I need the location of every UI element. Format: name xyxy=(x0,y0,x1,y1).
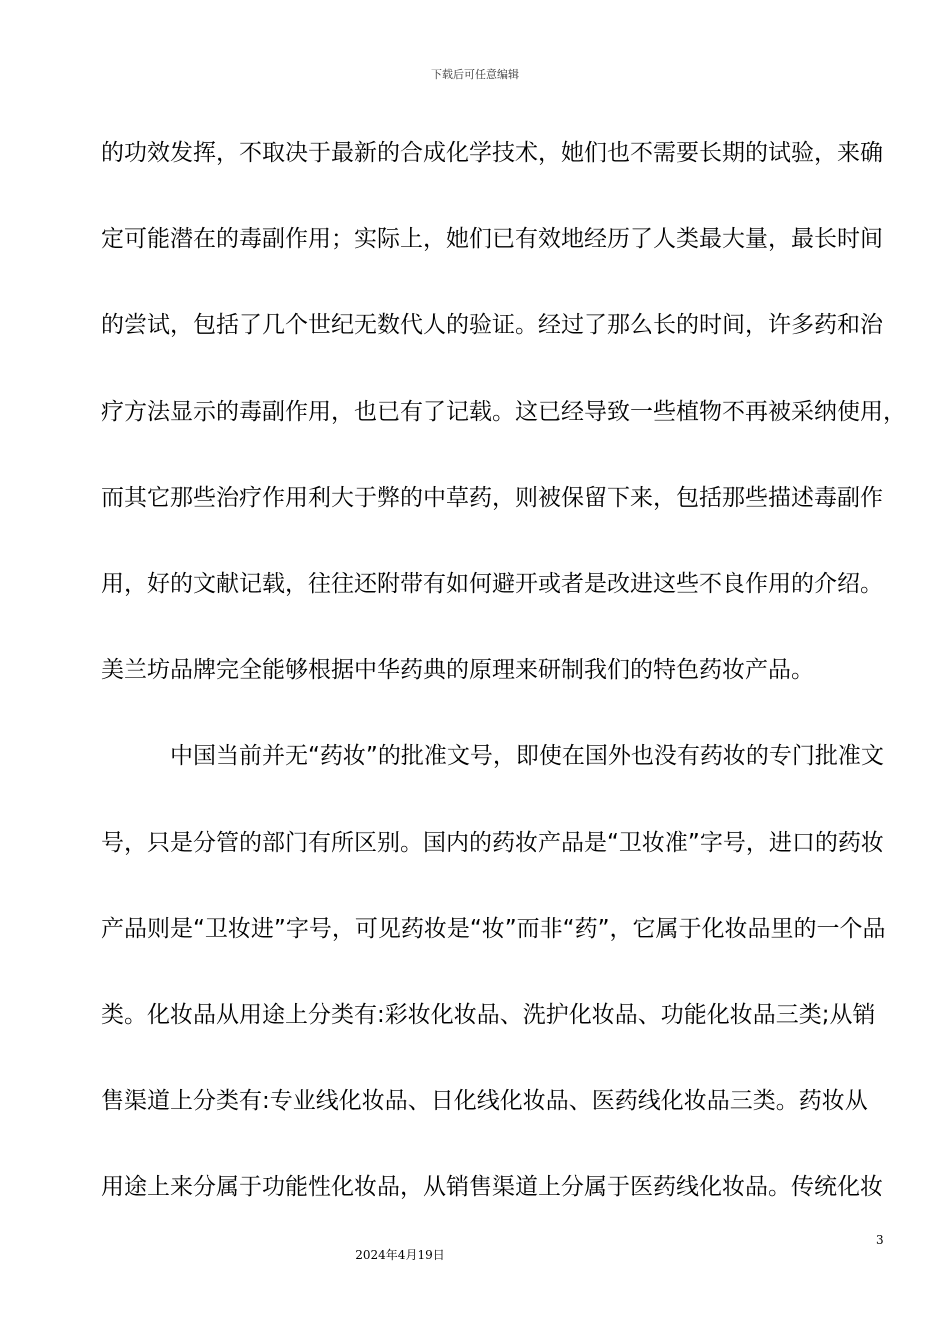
paragraph-line: 疗方法显示的毒副作用，也已有了记载。这已经导致一些植物不再被采纳使用， xyxy=(101,398,906,425)
paragraph-line: 号，只是分管的部门有所区别。国内的药妆产品是“卫妆准”字号，进口的药妆 xyxy=(101,829,884,856)
body-text xyxy=(101,125,906,1245)
paragraph-line: 定可能潜在的毒副作用；实际上，她们已有效地经历了人类最大量，最长时间 xyxy=(101,226,883,253)
page-number: 3 xyxy=(876,1233,884,1247)
header-note: 下载后可任意编辑 xyxy=(431,68,519,81)
paragraph-line: 类。化妆品从用途上分类有:彩妆化妆品、洗护化妆品、功能化妆品三类;从销 xyxy=(101,1001,876,1028)
paragraph-line: 售渠道上分类有:专业线化妆品、日化线化妆品、医药线化妆品三类。药妆从 xyxy=(101,1088,868,1115)
paragraph-line: 产品则是“卫妆进”字号，可见药妆是“妆”而非“药”，它属于化妆品里的一个品 xyxy=(101,915,886,942)
paragraph-line: 美兰坊品牌完全能够根据中华药典的原理来研制我们的特色药妆产品。 xyxy=(101,657,814,684)
footer-date: 2024年4月19日 xyxy=(355,1248,445,1262)
paragraph-line: 用途上来分属于功能性化妆品，从销售渠道上分属于医药线化妆品。传统化妆 xyxy=(101,1174,883,1201)
paragraph-line: 用，好的文献记载，往往还附带有如何避开或者是改进这些不良作用的介绍。 xyxy=(101,570,883,597)
paragraph-first-line: 中国当前并无“药妆”的批准文号，即使在国外也没有药妆的专门批准文 xyxy=(170,743,884,770)
paragraph-line: 而其它那些治疗作用利大于弊的中草药，则被保留下来，包括那些描述毒副作 xyxy=(101,484,883,511)
paragraph-line: 的功效发挥，不取决于最新的合成化学技术，她们也不需要长期的试验，来确 xyxy=(101,140,883,166)
paragraph-line: 的尝试，包括了几个世纪无数代人的验证。经过了那么长的时间，许多药和治 xyxy=(101,312,883,339)
